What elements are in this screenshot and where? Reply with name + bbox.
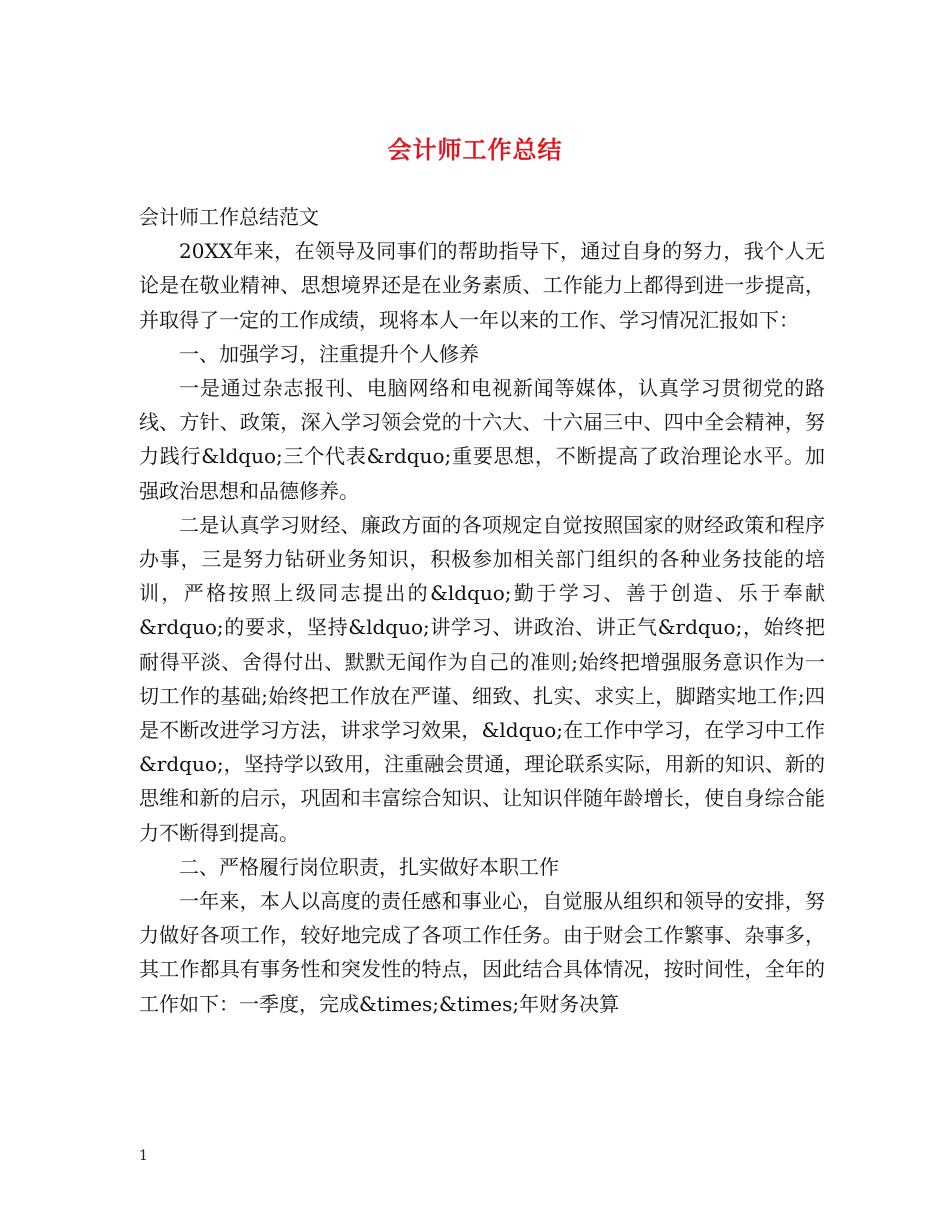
section-heading-1: 一、加强学习，注重提升个人修养 xyxy=(179,341,479,366)
body-paragraph: 一是通过杂志报刊、电脑网络和电视新闻等媒体，认真学习贯彻党的路线、方针、政策，深入学习领会党的十六大、十六届三中、四中全会精神，努力践行&ldquo;三个代表&rdquo;重要思想，不断提高了政治理论水平。加强政治思想和品德修养。 xyxy=(139,376,825,503)
intro-paragraph: 20XX年来，在领导及同事们的帮助指导下，通过自身的努力，我个人无论是在敬业精神、思想境界还是在业务素质、工作能力上都得到进一步提高，并取得了一定的工作成绩，现将本人一年以来的工作、学习情况汇报如下： xyxy=(139,239,825,332)
page-number: 1 xyxy=(139,1148,148,1164)
body-paragraph: 一年来，本人以高度的责任感和事业心，自觉服从组织和领导的安排，努力做好各项工作，较好地完成了各项工作任务。由于财会工作繁事、杂事多，其工作都具有事务性和突发性的特点，因此结合具体情况，按时间性，全年的工作如下：一季度，完成&times;&times;年财务决算 xyxy=(139,889,825,1016)
body-paragraph: 二是认真学习财经、廉政方面的各项规定自觉按照国家的财经政策和程序办事，三是努力钻研业务知识，积极参加相关部门组织的各种业务技能的培训，严格按照上级同志提出的&ldquo;勤于学习、善于创造、乐于奉献&rdquo;的要求，坚持&ldquo;讲学习、讲政治、讲正气&rdquo;，始终把耐得平淡、舍得付出、默默无闻作为自己的准则;始终把增强服务意识作为一切工作的基础;始终把工作放在严谨、细致、扎实、求实上，脚踏实地工作;四是不断改进学习方法，讲求学习效果，&ldquo;在工作中学习，在学习中工作&rdquo;，坚持学以致用，注重融会贯通，理论联系实际，用新的知识、新的思维和新的启示，巩固和丰富综合知识、让知识伴随年龄增长，使自身综合能力不断得到提高。 xyxy=(139,512,825,845)
subtitle-paragraph: 会计师工作总结范文 xyxy=(139,205,319,229)
document-title: 会计师工作总结 xyxy=(387,135,563,164)
document-body xyxy=(139,200,825,1021)
section-heading-2: 二、严格履行岗位职责，扎实做好本职工作 xyxy=(179,854,559,879)
